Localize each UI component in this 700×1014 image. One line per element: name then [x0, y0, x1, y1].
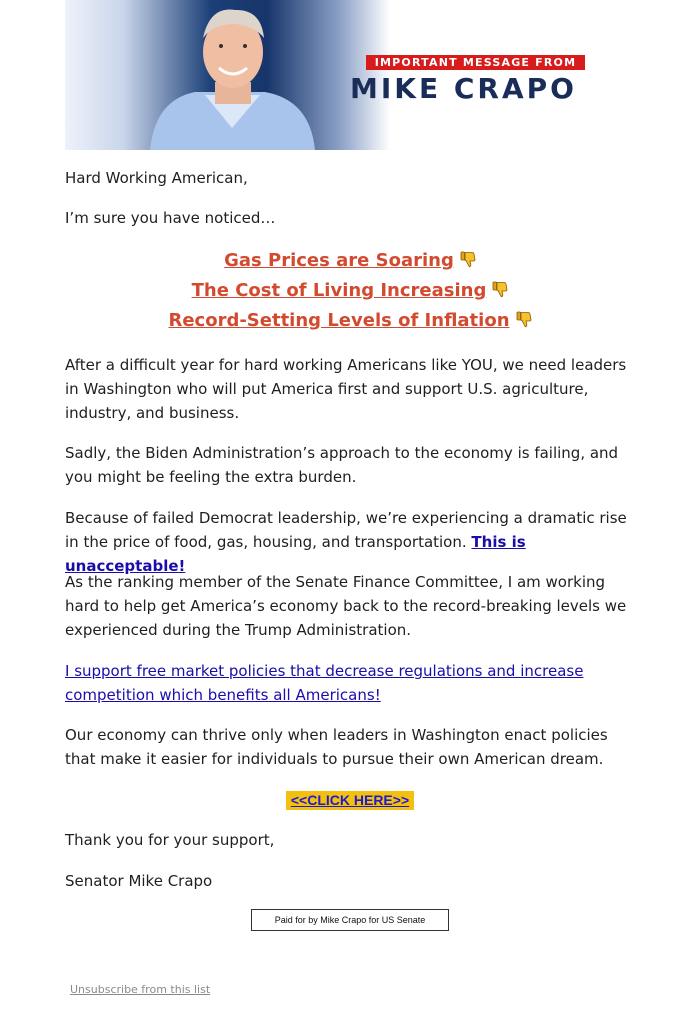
closing-line: Thank you for your support,: [65, 831, 275, 849]
click-here-button[interactable]: <<CLICK HERE>>: [286, 791, 414, 810]
email-header: [65, 0, 635, 150]
greeting: Hard Working American,: [65, 169, 248, 187]
paragraph-american-dream: Our economy can thrive only when leaders in Washington enact policies that make it easier for individuals to pursue their own American dream.: [65, 726, 608, 768]
unacceptable-link[interactable]: This is unacceptable!: [65, 533, 526, 575]
banner-tag: IMPORTANT MESSAGE FROM: [366, 55, 585, 70]
intro-line: I’m sure you have noticed…: [65, 209, 276, 227]
thumbs-down-icon: [460, 251, 476, 268]
headline-text: Record-Setting Levels of Inflation: [168, 310, 510, 331]
headline-text: The Cost of Living Increasing: [191, 280, 487, 301]
paid-for-disclaimer: Paid for by Mike Crapo for US Senate: [251, 909, 449, 931]
headline-text: Gas Prices are Soaring: [224, 250, 454, 271]
paragraph-leaders: After a difficult year for hard working Americans like YOU, we need leaders in Washington who will put America first and support U.S. agriculture, industry, and business.: [65, 356, 627, 422]
paragraph-free-market: [65, 659, 635, 707]
thumbs-down-icon: [492, 281, 508, 298]
thumbs-down-icon: [516, 311, 532, 328]
free-market-link[interactable]: I support free market policies that decrease regulations and increase competition which benefits all Americans!: [65, 662, 584, 704]
paragraph-text: Because of failed Democrat leadership, we’re experiencing a dramatic rise in the price of food, gas, housing, and transportation.: [65, 509, 627, 551]
unsubscribe-link[interactable]: Unsubscribe from this list: [70, 983, 211, 996]
senator-photo: [65, 0, 390, 150]
paragraph-biden-economy: Sadly, the Biden Administration’s approach to the economy is failing, and you might be feeling the extra burden.: [65, 444, 619, 486]
signature: Senator Mike Crapo: [65, 872, 213, 890]
headline-cost-of-living[interactable]: [65, 276, 635, 306]
banner-name: MIKE CRAPO: [350, 72, 577, 105]
headline-gas-prices[interactable]: [65, 246, 635, 276]
headline-inflation[interactable]: [65, 306, 635, 336]
paragraph-rising-prices: [65, 506, 635, 578]
paragraph-finance-committee: As the ranking member of the Senate Finance Committee, I am working hard to help get America’s economy back to the record-breaking levels we experienced during the Trump Administration.: [65, 573, 627, 639]
